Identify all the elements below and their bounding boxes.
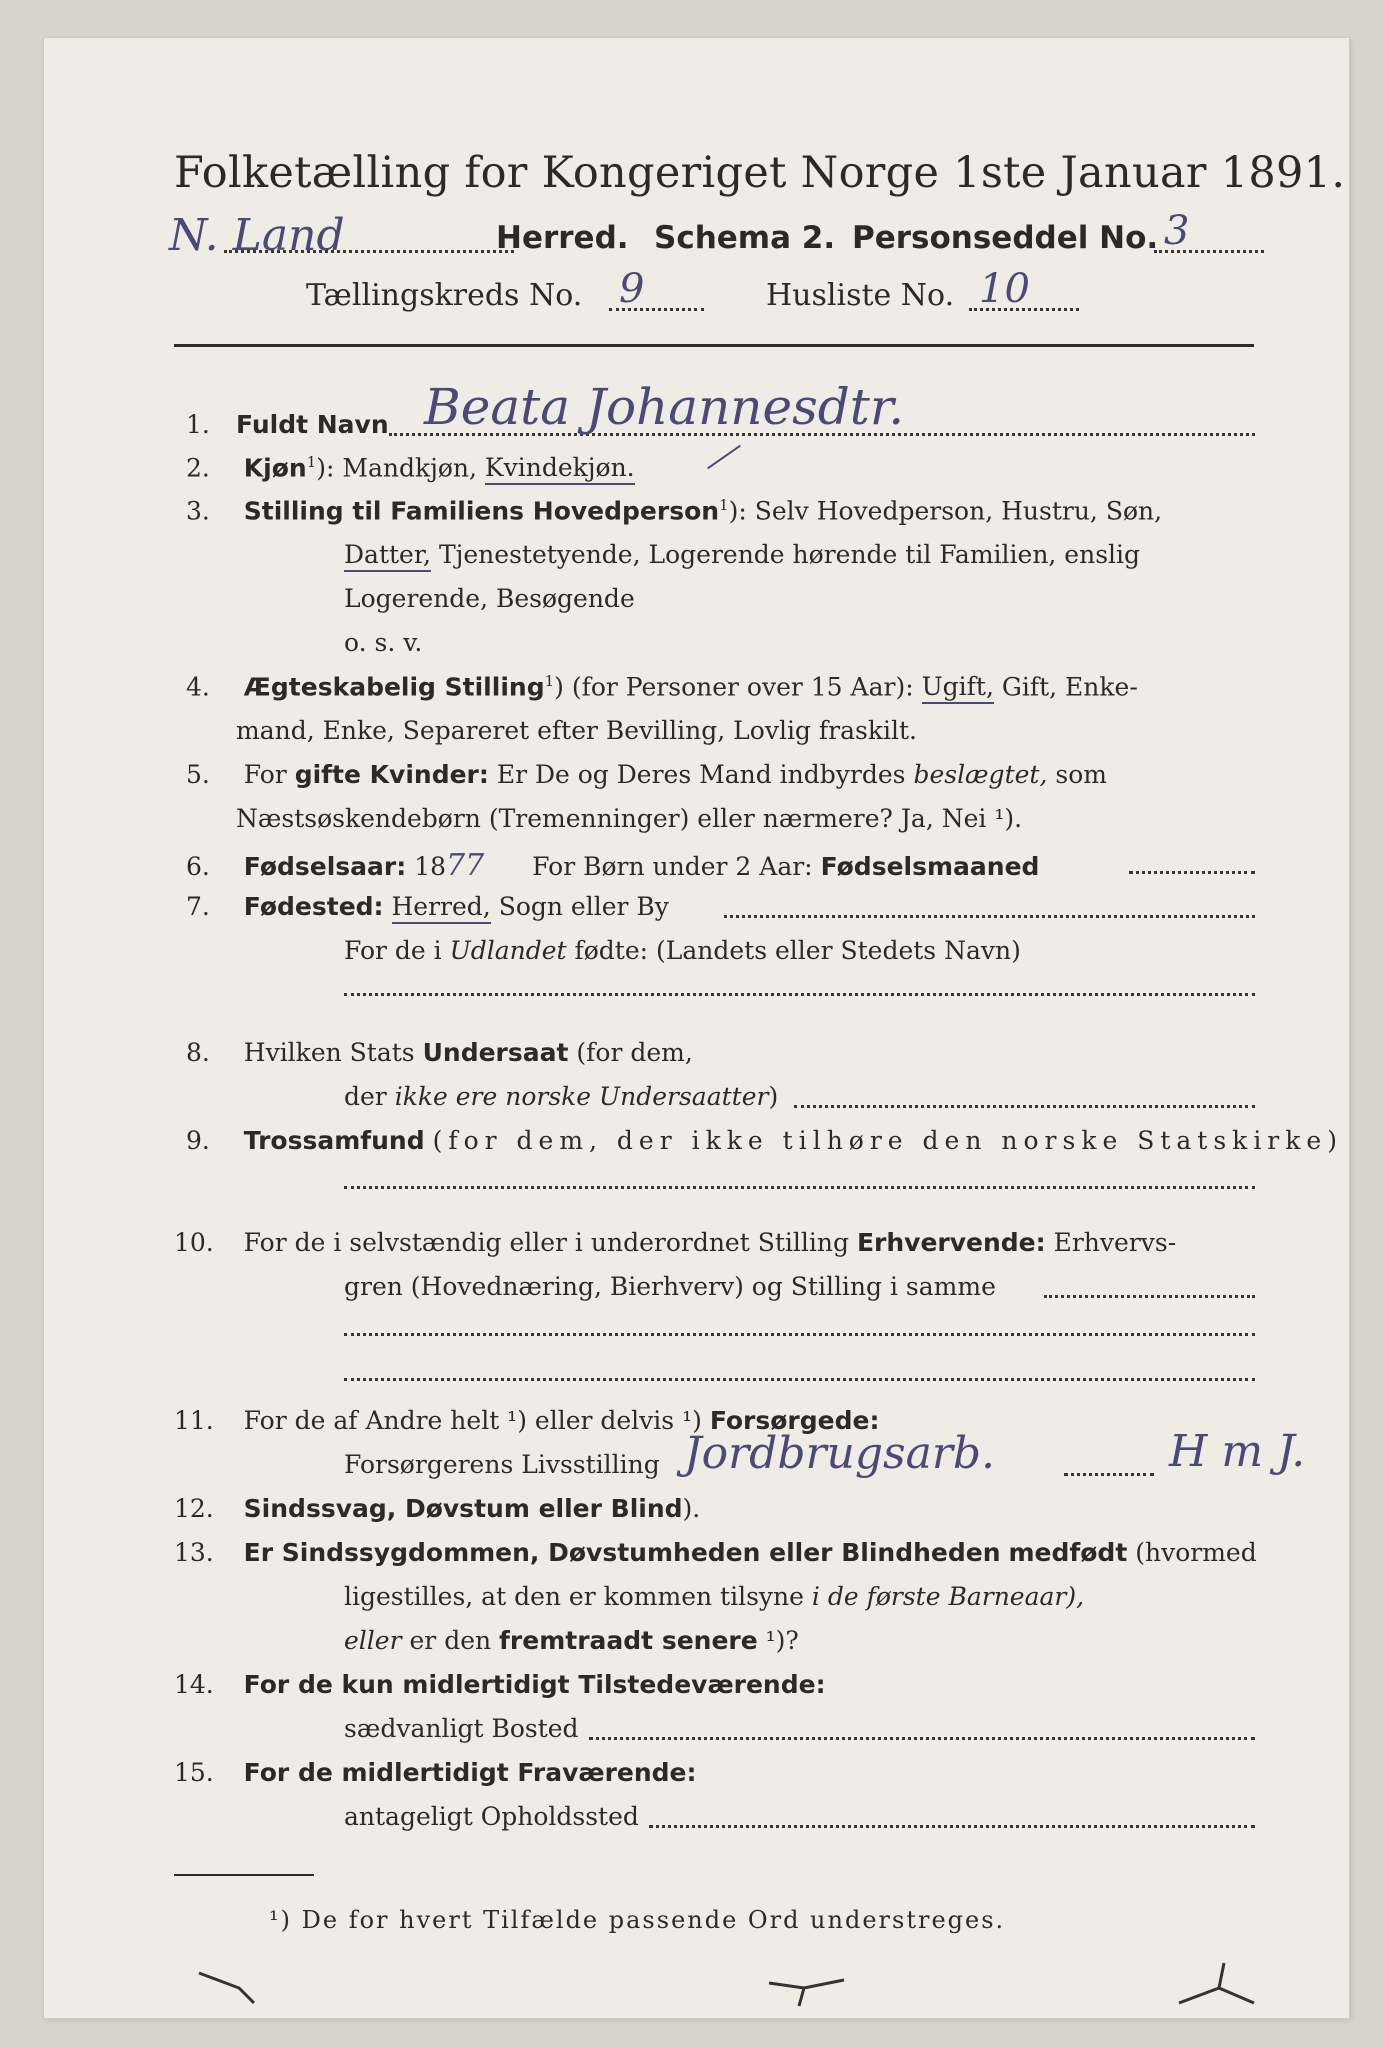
q7-line2-b: fødte: (Landets eller Stedets Navn) [574, 936, 1021, 965]
q14-line2: sædvanligt Bosted [344, 1714, 579, 1743]
q7-line2-italic: Udlandet [449, 936, 567, 965]
q4-number: 4. [186, 672, 210, 702]
q10-line2: gren (Hovednæring, Bierhverv) og Stilling i samme [344, 1272, 996, 1301]
q2-number: 2. [186, 453, 210, 483]
q6-label: Fødselsaar: [243, 852, 407, 881]
footnote-rule [174, 1874, 314, 1876]
q10-line1-end: Erhvervs- [1053, 1228, 1177, 1257]
q14-dots [589, 1737, 1255, 1740]
census-form-sheet [44, 38, 1349, 2018]
q14-number: 14. [174, 1670, 214, 1699]
q6-line [186, 848, 1039, 883]
q8-line1-a: Hvilken Stats [243, 1038, 415, 1067]
husliste-value: 10 [979, 266, 1030, 312]
q8-line1-bold: Undersaat [422, 1038, 569, 1067]
q1-answer: Beata Johannesdtr. [424, 378, 905, 436]
q11-answer-2: H m J. [1169, 1426, 1306, 1477]
q7-dots [724, 915, 1255, 918]
q7-rest: Sogn eller By [498, 892, 669, 921]
q3-line1 [186, 496, 1162, 525]
q13-line3-end: ¹)? [765, 1626, 799, 1655]
husliste-label: Husliste No. [766, 278, 955, 313]
q7-blank-dots [344, 993, 1255, 996]
q2-rest: ): Mandkjøn, [316, 453, 477, 483]
q10-dots-1 [1044, 1295, 1255, 1298]
q2-sup: 1 [306, 453, 317, 471]
q3-label: Stilling til Familiens Hovedperson [243, 496, 720, 526]
q13-line3 [344, 1626, 799, 1655]
q5-italic: beslægtet, [913, 760, 1048, 789]
q15-line1 [174, 1758, 697, 1787]
q8-line2: der ikke ere norske Undersaatter) [344, 1082, 779, 1111]
q13-line2-a: ligestilles, at den er kommen tilsyne [344, 1582, 804, 1611]
q11-line1-bold: Forsørgede: [709, 1406, 880, 1435]
herred-dots [224, 250, 514, 253]
q2-mark [707, 445, 741, 470]
q6-rest: For Børn under 2 Aar: [532, 852, 813, 881]
q13-line3-a: er den [409, 1626, 492, 1655]
corner-mark-left [194, 1968, 294, 2008]
q7-line2 [344, 936, 1021, 965]
q11-line1-a: For de af Andre helt ¹) eller delvis ¹) [243, 1406, 702, 1435]
kreds-value: 9 [619, 266, 645, 312]
q13-line1-end: (hvormed [1135, 1538, 1257, 1567]
q10-line1-a: For de i selvstændig eller i underordnet Stilling [243, 1228, 849, 1257]
q12-number: 12. [174, 1494, 214, 1523]
q9-label: Trossamfund [243, 1126, 425, 1155]
q12-line [174, 1494, 700, 1523]
q6-prefix: 18 [414, 852, 447, 881]
q3-underlined: Datter, [344, 540, 431, 572]
q10-dots-3 [344, 1378, 1255, 1381]
q1-number: 1. [186, 410, 210, 439]
q13-line2-italic: i de første Barneaar), [811, 1582, 1085, 1611]
q7-underlined: Herred, [392, 892, 491, 924]
q8-line1 [186, 1038, 693, 1067]
q3-line3: Logerende, Besøgende [344, 584, 635, 613]
q10-dots-2 [344, 1333, 1255, 1336]
header-rule [174, 344, 1254, 347]
kreds-label: Tællingskreds No. [306, 278, 583, 313]
q10-line1 [174, 1228, 1176, 1257]
q3-line2-rest: Tjenestetyende, Logerende hørende til Familien, enslig [438, 540, 1141, 569]
q4-end: Gift, Enke- [1001, 672, 1138, 702]
q2-line [186, 453, 635, 482]
q7-line2-a: For de i [344, 936, 442, 965]
q10-line1-bold: Erhvervende: [856, 1228, 1046, 1257]
q3-line2 [344, 540, 1140, 569]
q4-label: Ægteskabelig Stilling [243, 672, 545, 702]
q5-label-b: gifte Kvinder: [294, 760, 489, 789]
q11-dots [1064, 1473, 1154, 1476]
q13-line3-bold: fremtraadt senere [499, 1626, 758, 1655]
q5-label-a: For [243, 760, 287, 789]
q7-label: Fødested: [243, 892, 384, 921]
q3-line4: o. s. v. [344, 628, 423, 657]
q8-line2-a: der [344, 1082, 387, 1111]
q6-answer: 77 [446, 848, 485, 883]
q11-number: 11. [174, 1406, 214, 1435]
form-title: Folketælling for Kongeriget Norge 1ste Januar 1891. [174, 148, 1346, 198]
q5-line2: Næstsøskendebørn (Tremenninger) eller nærmere? Ja, Nei ¹). [236, 804, 1023, 833]
q14-label: For de kun midlertidigt Tilstedeværende: [243, 1670, 826, 1699]
q13-line2 [344, 1582, 1084, 1611]
q14-line1 [174, 1670, 826, 1699]
q15-line2: antageligt Opholdssted [344, 1802, 639, 1831]
q15-label: For de midlertidigt Fraværende: [243, 1758, 697, 1787]
q15-dots [649, 1825, 1255, 1828]
q5-end: som [1055, 760, 1107, 789]
q13-line3-italic: eller [344, 1626, 402, 1655]
q9-number: 9. [186, 1126, 210, 1155]
q4-sup: 1 [544, 672, 555, 690]
q9-rest: (for dem, der ikke tilhøre den norske Statskirke) [432, 1126, 1343, 1155]
q4-line2: mand, Enke, Separeret efter Bevilling, Lovlig fraskilt. [236, 716, 917, 745]
schema-label: Schema 2. [654, 220, 836, 256]
q9-dots [344, 1186, 1255, 1189]
q6-rest-bold: Fødselsmaaned [820, 852, 1040, 881]
q8-dots [794, 1105, 1255, 1108]
q1-label: Fuldt Navn [236, 410, 389, 439]
q11-line2: Forsørgerens Livsstilling [344, 1450, 660, 1479]
q4-mid: ) (for Personer over 15 Aar): [554, 672, 914, 702]
q8-line2-italic: ikke ere norske Undersaatter [394, 1082, 769, 1111]
kreds-dots [609, 308, 704, 311]
husliste-dots [969, 308, 1079, 311]
q12-label: Sindssvag, Døvstum eller Blind [243, 1494, 683, 1523]
q13-line1-bold: Er Sindssygdommen, Døvstumheden eller Blindheden [243, 1538, 1001, 1567]
q15-number: 15. [174, 1758, 214, 1787]
personseddel-value: 3 [1164, 208, 1190, 254]
personseddel-label: Personseddel No. [852, 220, 1159, 256]
q9-line [186, 1126, 1343, 1155]
q10-number: 10. [174, 1228, 214, 1257]
q11-answer: Jordbrugsarb. [684, 1428, 996, 1479]
q5-number: 5. [186, 760, 210, 789]
q13-line1 [174, 1538, 1257, 1567]
q7-number: 7. [186, 892, 210, 921]
q13-line1-bold2: medfødt [1008, 1538, 1128, 1567]
q3-number: 3. [186, 496, 210, 526]
corner-mark-right [1174, 1958, 1274, 2008]
q5-mid: Er De og Deres Mand indbyrdes [496, 760, 906, 789]
q3-rest: ): Selv Hovedperson, Hustru, Søn, [728, 496, 1163, 526]
herred-value: N. Land [169, 210, 345, 261]
q8-line1-b: (for dem, [576, 1038, 693, 1067]
q2-underlined: Kvindekjøn. [485, 453, 635, 485]
q6-dots [1129, 871, 1255, 874]
footnote: ¹) De for hvert Tilfælde passende Ord understreges. [269, 1906, 1006, 1934]
q4-line1 [186, 672, 1138, 701]
q5-line1 [186, 760, 1107, 789]
q2-label: Kjøn [243, 453, 307, 483]
personseddel-dots [1154, 250, 1264, 253]
herred-label: Herred. [496, 220, 629, 256]
q13-number: 13. [174, 1538, 214, 1567]
q4-underlined: Ugift, [922, 672, 994, 704]
q6-number: 6. [186, 852, 210, 881]
q12-rest: ). [682, 1494, 701, 1523]
q8-number: 8. [186, 1038, 210, 1067]
q3-sup: 1 [719, 496, 729, 514]
q7-line1 [186, 892, 669, 921]
corner-mark-center [764, 1968, 864, 2008]
